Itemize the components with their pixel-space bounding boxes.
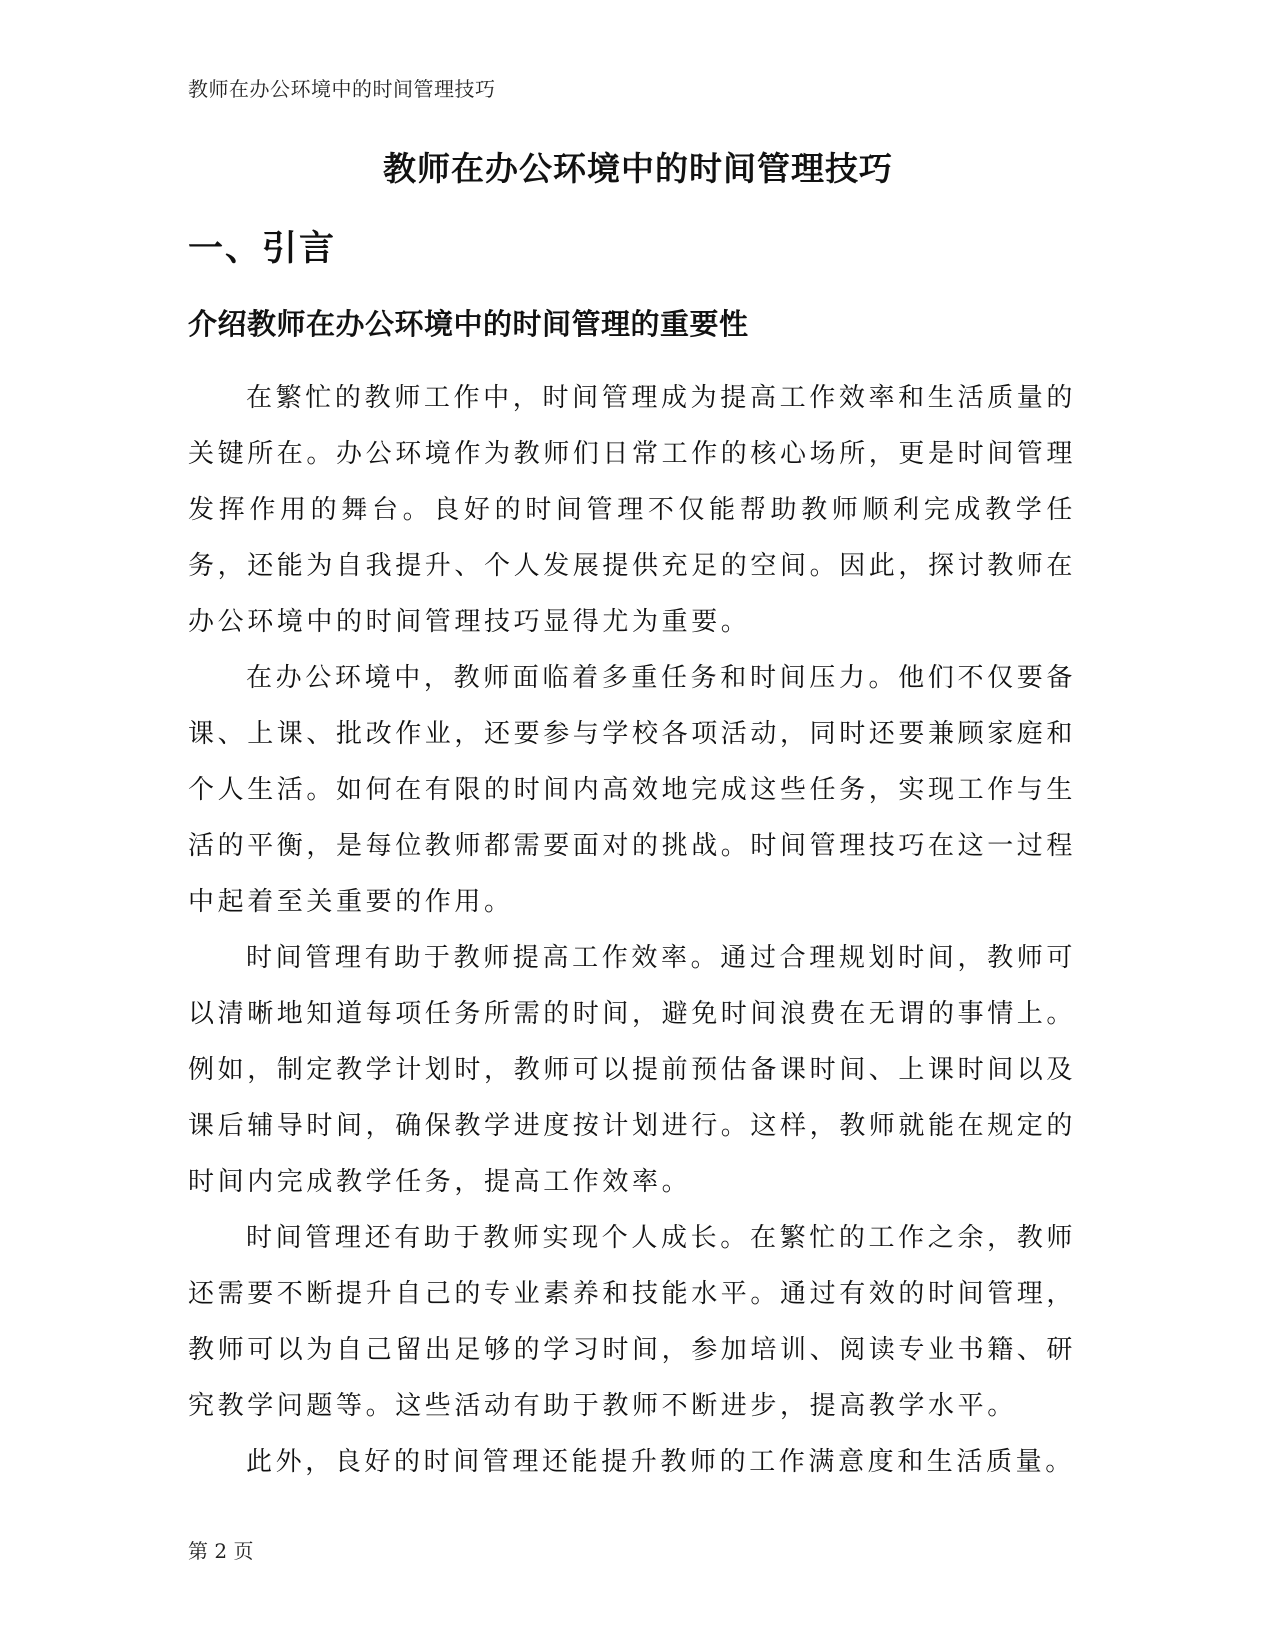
- running-header: 教师在办公环境中的时间管理技巧: [188, 77, 496, 101]
- paragraph: 此外，良好的时间管理还能提升教师的工作满意度和生活质量。: [246, 1447, 1075, 1477]
- paragraph: 时间管理有助于教师提高工作效率。通过合理规划时间，教师可以清晰地知道每项任务所需的时间，避免时间浪费在无谓的事情上。例如，制定教学计划时，教师可以提前预估备课时间、上课时间以及课后辅导时间，确保教学进度按计划进行。这样，教师就能在规定的时间内完成教学任务，提高工作效率。: [188, 943, 1077, 1197]
- sub-heading: 介绍教师在办公环境中的时间管理的重要性: [188, 307, 749, 341]
- body-text: [188, 370, 1076, 1490]
- page-number: 第 2 页: [188, 1539, 254, 1563]
- section-heading: 一、引言: [188, 229, 337, 269]
- document-title: 教师在办公环境中的时间管理技巧: [383, 149, 893, 188]
- paragraph: 时间管理还有助于教师实现个人成长。在繁忙的工作之余，教师还需要不断提升自己的专业素养和技能水平。通过有效的时间管理，教师可以为自己留出足够的学习时间，参加培训、阅读专业书籍、研究教学问题等。这些活动有助于教师不断进步，提高教学水平。: [188, 1223, 1077, 1421]
- paragraph: 在繁忙的教师工作中，时间管理成为提高工作效率和生活质量的关键所在。办公环境作为教师们日常工作的核心场所，更是时间管理发挥作用的舞台。良好的时间管理不仅能帮助教师顺利完成教学任务，还能为自我提升、个人发展提供充足的空间。因此，探讨教师在办公环境中的时间管理技巧显得尤为重要。: [188, 383, 1077, 637]
- paragraph: 在办公环境中，教师面临着多重任务和时间压力。他们不仅要备课、上课、批改作业，还要参与学校各项活动，同时还要兼顾家庭和个人生活。如何在有限的时间内高效地完成这些任务，实现工作与生活的平衡，是每位教师都需要面对的挑战。时间管理技巧在这一过程中起着至关重要的作用。: [188, 663, 1077, 917]
